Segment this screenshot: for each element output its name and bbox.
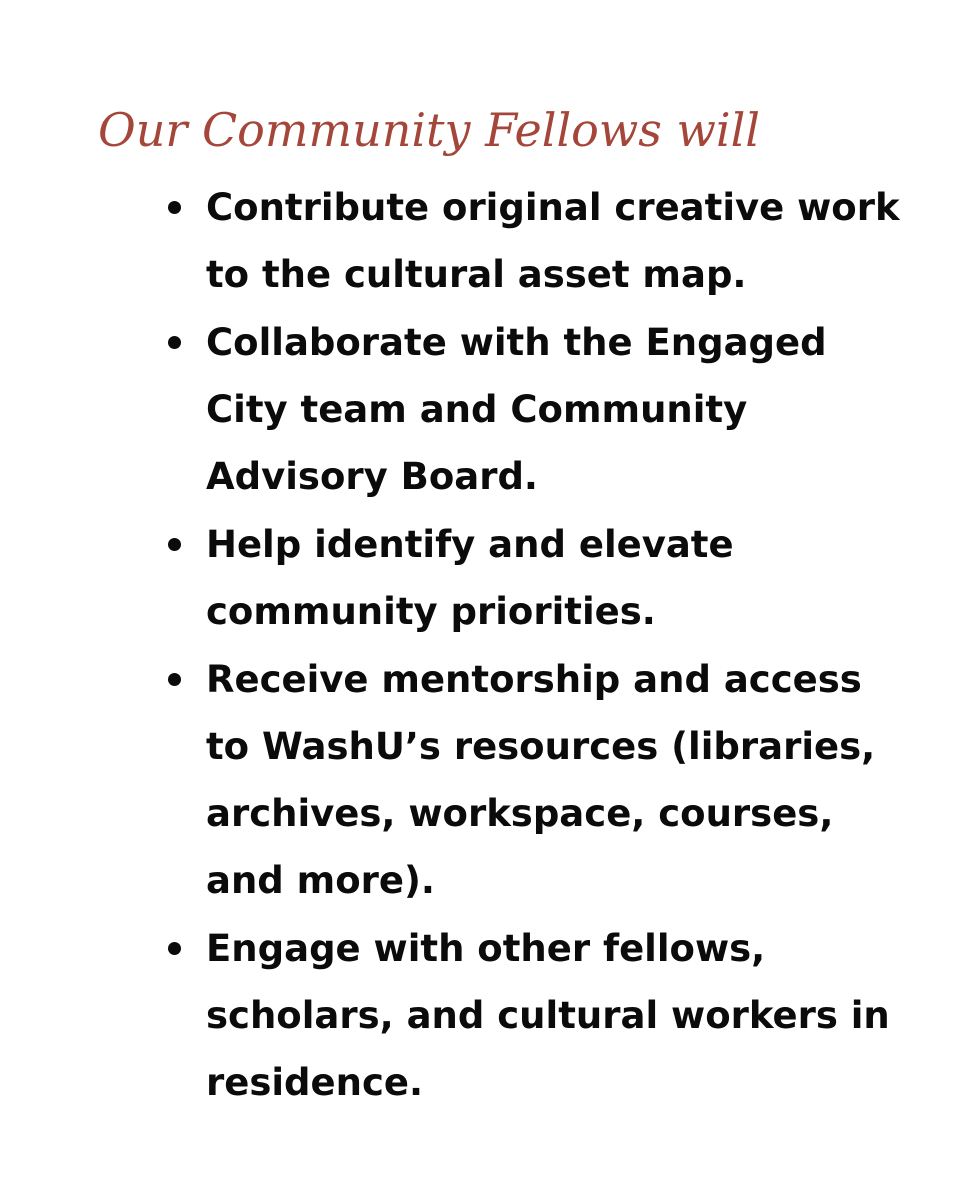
list-item-text: Receive mentorship and access to WashU’s resources (libraries, archives, workspace, courses, and more). — [206, 658, 876, 902]
section-heading: Our Community Fellows will — [98, 103, 760, 157]
list-item-text: Collaborate with the Engaged City team and Community Advisory Board. — [206, 321, 827, 498]
bullet-icon — [168, 673, 181, 686]
list-item — [164, 174, 914, 308]
fellow-responsibilities-list — [164, 174, 914, 1117]
list-item — [164, 646, 914, 914]
bullet-icon — [168, 201, 181, 214]
bullet-icon — [168, 942, 181, 955]
list-item — [164, 511, 914, 645]
bullet-icon — [168, 336, 181, 349]
list-item-text: Engage with other fellows, scholars, and cultural workers in residence. — [206, 927, 890, 1104]
list-item — [164, 309, 914, 510]
list-item-text: Contribute original creative work to the cultural asset map. — [206, 186, 900, 296]
list-item — [164, 915, 914, 1116]
bullet-icon — [168, 538, 181, 551]
list-item-text: Help identify and elevate community priorities. — [206, 523, 734, 633]
